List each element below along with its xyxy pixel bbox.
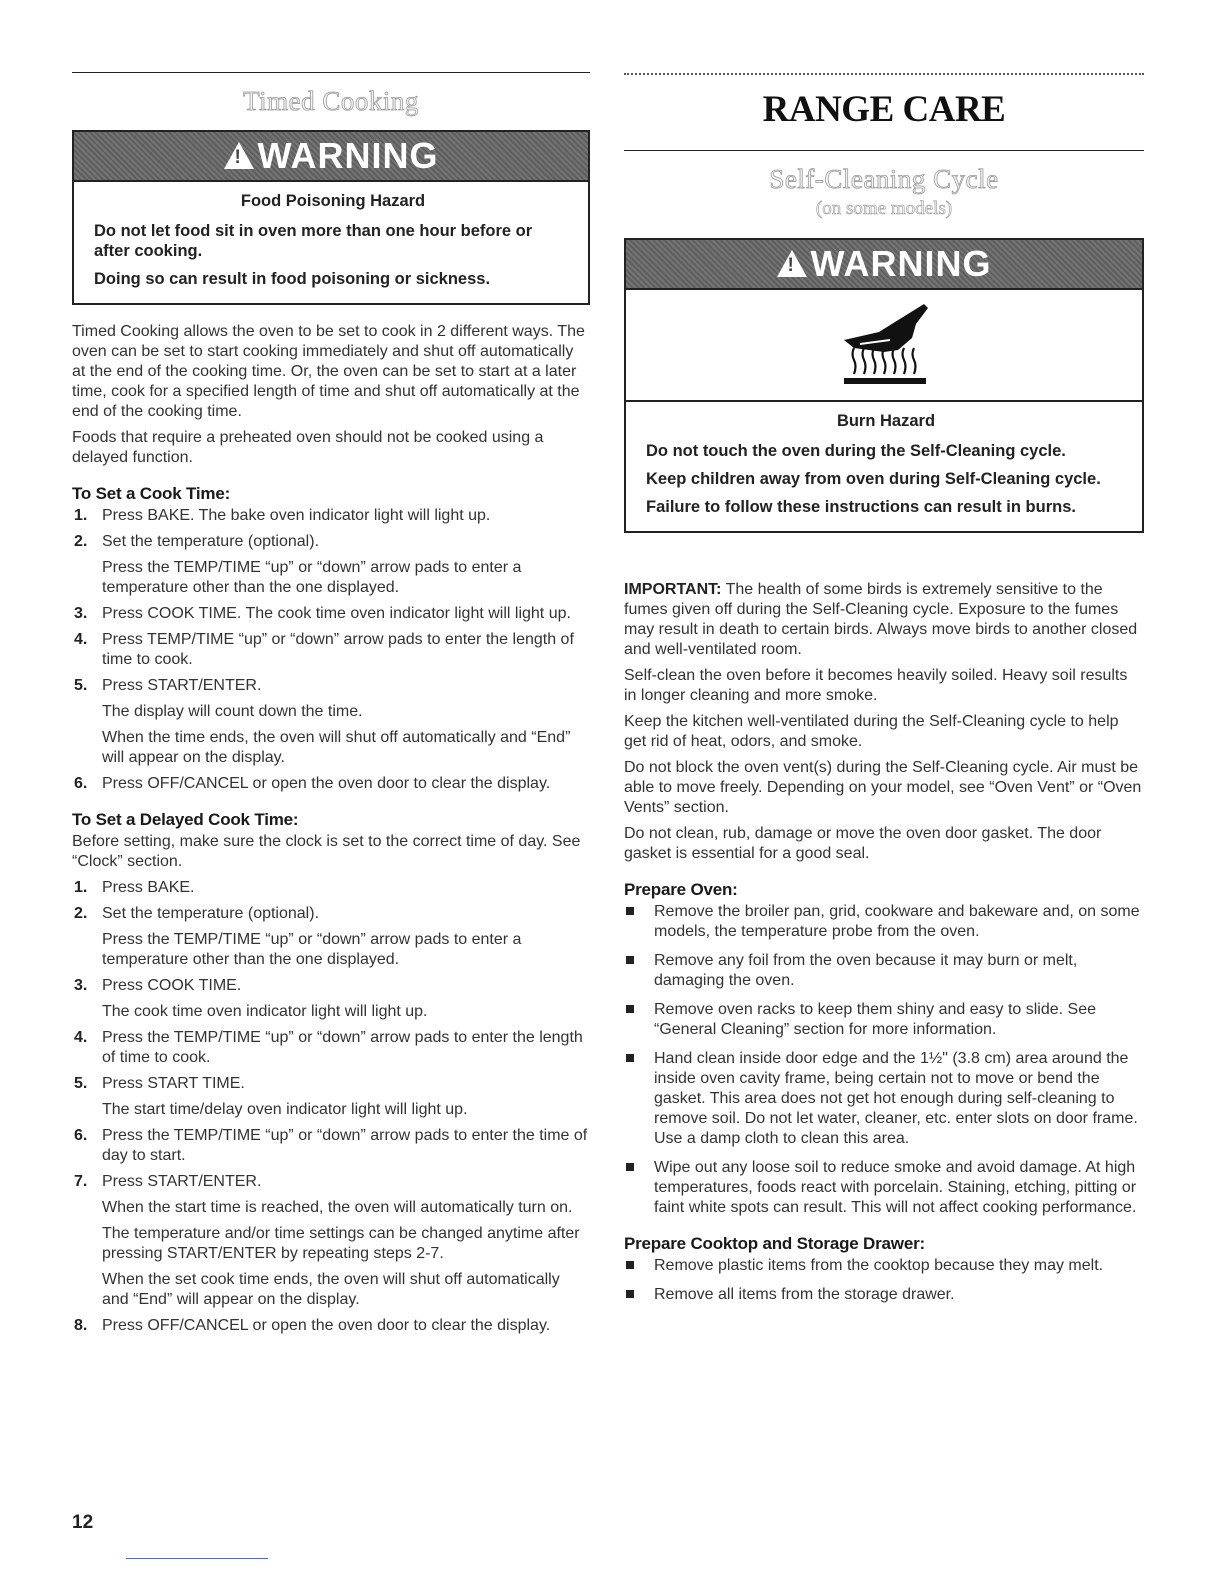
step-item [72,904,590,970]
warning-triangle-icon [777,250,807,277]
timed-cooking-text [72,322,590,1342]
step-text: Press BAKE. [102,879,195,896]
step-number: 5. [74,677,88,694]
step-number: 3. [74,977,88,994]
step-text: Press the TEMP/TIME “up” or “down” arrow pads to enter the length of time to cook. [102,1029,583,1066]
important-label: IMPORTANT: [624,581,722,598]
step-text: Set the temperature (optional). [102,533,320,550]
warning-box [624,238,1144,533]
bullet-item: Remove all items from the storage drawer. [624,1285,1144,1305]
step-text: Press the TEMP/TIME “up” or “down” arrow pads to enter the time of day to start. [102,1127,588,1164]
step-detail: The cook time oven indicator light will light up. [102,1003,428,1020]
step-text: Press TEMP/TIME “up” or “down” arrow pads to enter the length of time to cook. [102,631,574,668]
step-item [72,604,590,624]
warning-line: Do not let food sit in oven more than one hour before or after cooking. [94,222,533,260]
step-item [72,1028,590,1068]
hot-surface-hand-icon [824,300,944,390]
warning-body [74,182,588,303]
step-number: 7. [74,1173,88,1190]
step-text: Press BAKE. The bake oven indicator light will light up. [102,507,491,524]
section-subtitle: (on some models) [815,198,953,219]
step-text: Press COOK TIME. The cook time oven indicator light will light up. [102,605,571,622]
step-number: 6. [74,1127,88,1144]
step-number: 6. [74,775,88,792]
prepare-oven-list [624,902,1144,1218]
warning-header [74,132,588,182]
section-title: Timed Cooking [243,86,419,116]
cook-time-heading: To Set a Cook Time: [72,484,231,503]
step-text: Press START/ENTER. [102,677,262,694]
self-clean-text [624,580,1144,1314]
bullet-item: Hand clean inside door edge and the 1½" (3.8 cm) area around the inside oven cavity frame, being certain not to move or bend the gasket. This area does not get hot enough during self-cleaning to remove soil. Do not let water, cleaner, etc. enter slots on door frame. Use a damp cloth to clean this area. [624,1049,1144,1149]
important-text: The health of some birds is extremely sensitive to the fumes given off during the Self-Cleaning cycle. Exposure to the fumes may result in death to certain birds. Always move birds to another closed and well-ventilated room. [624,581,1138,658]
step-number: 8. [74,1317,88,1334]
step-detail: The start time/delay oven indicator light will light up. [102,1101,468,1118]
step-item [72,774,590,794]
prepare-oven-heading: Prepare Oven: [624,880,738,899]
delayed-intro: Before setting, make sure the clock is set to the correct time of day. See “Clock” section. [72,833,581,870]
intro-paragraph: Timed Cooking allows the oven to be set to cook in 2 different ways. The oven can be set to start cooking immediately and shut off automatically at the end of the cooking time. Or, the oven can be set to start at a later time, cook for a specified length of time and shut off automatically at the end of the cooking time. [72,323,585,420]
step-item [72,1316,590,1336]
step-detail: When the set cook time ends, the oven will shut off automatically and “End” will appear on the display. [102,1271,560,1308]
hazard-title: Food Poisoning Hazard [240,192,426,210]
important-paragraph [624,580,1144,660]
bullet-item: Remove oven racks to keep them shiny and easy to slide. See “General Cleaning” section for more information. [624,1000,1144,1040]
step-detail: The display will count down the time. [102,703,363,720]
paragraph: Keep the kitchen well-ventilated during the Self-Cleaning cycle to help get rid of heat, odors, and smoke. [624,713,1119,750]
bullet-item: Remove any foil from the oven because it may burn or melt, damaging the oven. [624,951,1144,991]
prepare-cooktop-list [624,1256,1144,1305]
top-rule [72,72,590,73]
step-number: 4. [74,631,88,648]
step-detail: Press the TEMP/TIME “up” or “down” arrow pads to enter a temperature other than the one displayed. [102,559,522,596]
step-text: Press START/ENTER. [102,1173,262,1190]
step-number: 1. [74,507,88,524]
step-item [72,1074,590,1120]
step-number: 5. [74,1075,88,1092]
warning-line: Keep children away from oven during Self-Cleaning cycle. [646,470,1101,488]
step-detail: Press the TEMP/TIME “up” or “down” arrow pads to enter a temperature other than the one displayed. [102,931,522,968]
page-number: 12 [72,1512,94,1533]
step-item [72,532,590,598]
step-number: 2. [74,905,88,922]
section-title: Self-Cleaning Cycle [769,164,999,194]
warning-label: WARNING [810,243,992,284]
intro-paragraph: Foods that require a preheated oven should not be cooked using a delayed function. [72,429,544,466]
step-item [72,1172,590,1310]
prepare-cooktop-heading: Prepare Cooktop and Storage Drawer: [624,1234,925,1253]
warning-line: Doing so can result in food poisoning or sickness. [94,270,491,288]
step-text: Press OFF/CANCEL or open the oven door to clear the display. [102,775,551,792]
paragraph: Self-clean the oven before it becomes heavily soiled. Heavy soil results in longer cleaning and more smoke. [624,667,1128,704]
warning-body [626,402,1142,531]
warning-line: Failure to follow these instructions can result in burns. [646,498,1076,516]
delayed-cook-heading: To Set a Delayed Cook Time: [72,810,299,829]
warning-line: Do not touch the oven during the Self-Cleaning cycle. [646,442,1066,460]
step-number: 4. [74,1029,88,1046]
title-rule [624,150,1144,151]
top-dotted-rule [624,73,1144,75]
step-item [72,1126,590,1166]
page-title: RANGE CARE [762,89,1006,130]
step-item [72,676,590,768]
step-text: Press START TIME. [102,1075,245,1092]
step-item [72,630,590,670]
step-detail: When the start time is reached, the oven will automatically turn on. [102,1199,573,1216]
step-detail: The temperature and/or time settings can be changed anytime after pressing START/ENTER by repeating steps 2-7. [102,1225,580,1262]
bullet-item: Wipe out any loose soil to reduce smoke and avoid damage. At high temperatures, foods react with porcelain. Staining, etching, pitting or faint white spots can result. This will not affect cooking performance. [624,1158,1144,1218]
bullet-item: Remove plastic items from the cooktop because they may melt. [624,1256,1144,1276]
bullet-item: Remove the broiler pan, grid, cookware and bakeware and, on some models, the temperature probe from the oven. [624,902,1144,942]
step-item [72,506,590,526]
step-number: 1. [74,879,88,896]
warning-header [626,240,1142,290]
step-text: Press OFF/CANCEL or open the oven door to clear the display. [102,1317,551,1334]
footer-rule [126,1558,268,1559]
step-item [72,976,590,1022]
warning-triangle-icon [224,142,254,169]
burn-pictogram [626,290,1142,402]
step-detail: When the time ends, the oven will shut off automatically and “End” will appear on the display. [102,729,571,766]
warning-box [72,130,590,305]
step-number: 3. [74,605,88,622]
paragraph: Do not clean, rub, damage or move the oven door gasket. The door gasket is essential for a good seal. [624,825,1102,862]
paragraph: Do not block the oven vent(s) during the Self-Cleaning cycle. Air must be able to move freely. Depending on your model, see “Oven Vent” or “Oven Vents” section. [624,759,1142,816]
hazard-title: Burn Hazard [836,412,936,430]
warning-label: WARNING [257,135,439,176]
step-text: Press COOK TIME. [102,977,242,994]
cook-time-steps [72,506,590,794]
delayed-cook-steps [72,878,590,1336]
step-item [72,878,590,898]
step-text: Set the temperature (optional). [102,905,320,922]
step-number: 2. [74,533,88,550]
